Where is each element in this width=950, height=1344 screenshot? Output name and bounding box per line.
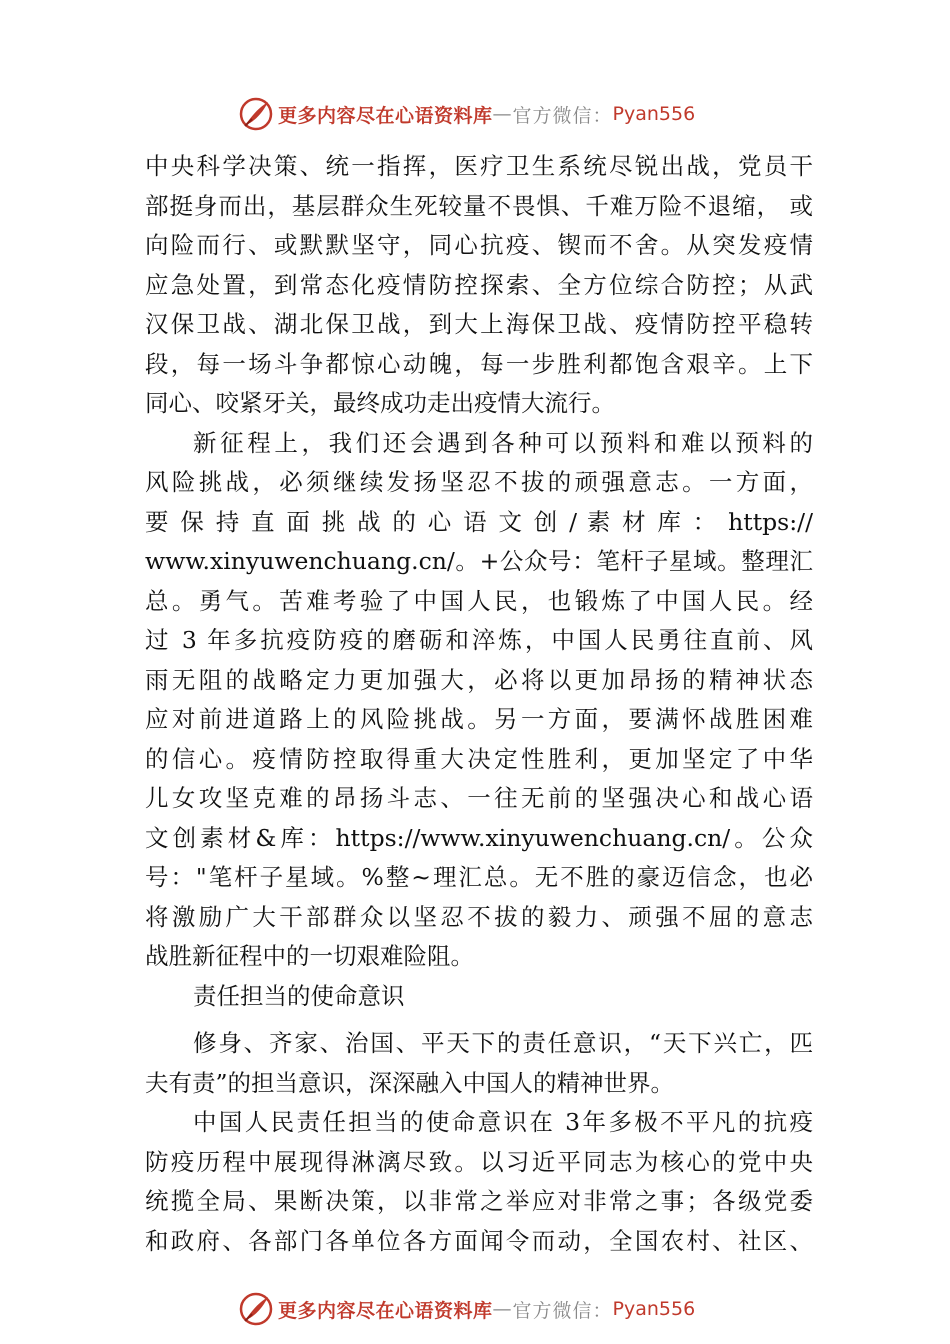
paragraph-start-line: 新征程上，我们还会遇到各种可以预料和难以预料的 [193, 428, 813, 457]
banner-brand-text: 更多内容尽在心语资料库 [278, 104, 493, 127]
banner-wechat-id: Pyan556 [612, 1298, 696, 1320]
text-line: 总。勇气。苦难考验了中国人民，也锻炼了中国人民。经 [145, 586, 813, 615]
text-line: 应急处置，到常态化疫情防控探索、全方位综合防控；从武 [145, 270, 813, 299]
text-line: 汉保卫战、湖北保卫战，到大上海保卫战、疫情防控平稳转 [145, 310, 813, 338]
quill-logo-icon [238, 96, 274, 132]
text-line: 要 保 持 直 面 挑 战 的 心 语 文 创 / 素 材 库 ： https:// [145, 507, 813, 536]
paragraph-start-line: 中国人民责任担当的使命意识在 3年多极不平凡的抗疫 [193, 1108, 813, 1136]
text-line: 夫有责”的担当意识，深深融入中国人的精神世界。 [145, 1068, 675, 1097]
text-line: 防疫历程中展现得淋漓尽致。以习近平同志为核心的党中央 [145, 1147, 813, 1176]
banner-brand-text: 更多内容尽在心语资料库 [278, 1299, 493, 1322]
text-line: 向险而行、或默默坚守，同心抗疫、锲而不舍。从突发疫情 [145, 231, 813, 259]
banner-dash: — [492, 103, 513, 125]
text-line: 和政府、各部门各单位各方面闻令而动，全国农村、社区、 [145, 1226, 813, 1255]
banner-wechat-label: 官方微信： [512, 1299, 613, 1322]
section-heading: 责任担当的使命意识 [193, 981, 405, 1010]
text-line: 应对前进道路上的风险挑战。另一方面，要满怀战胜困难 [145, 705, 813, 733]
text-line: 将激励广大干部群众以坚忍不拔的毅力、顽强不屈的意志 [145, 902, 813, 931]
text-line: 雨无阻的战略定力更加强大，必将以更加昂扬的精神状态 [145, 665, 813, 694]
text-line: 的信心。疫情防控取得重大决定性胜利，更加坚定了中华 [145, 744, 813, 773]
header-banner [238, 94, 758, 134]
paragraph-start-line: 修身、齐家、治国、平天下的责任意识，“天下兴亡，匹 [193, 1029, 813, 1057]
text-line: 中央科学决策、统一指挥，医疗卫生系统尽锐出战，党员干 [145, 152, 813, 180]
text-line: 段，每一场斗争都惊心动魄，每一步胜利都饱含艰辛。上下 [145, 349, 813, 378]
text-line: 过 3 年多抗疫防疫的磨砺和淬炼，中国人民勇往直前、风 [145, 626, 813, 654]
quill-logo-icon [238, 1291, 274, 1327]
text-line: 文创素材&库：https://www.xinyuwenchuang.cn/。公众 [145, 823, 813, 852]
text-line: 儿女攻坚克难的昂扬斗志、一往无前的坚强决心和战心语 [145, 784, 813, 812]
text-line: 战胜新征程中的一切艰难险阻。 [145, 942, 474, 970]
banner-wechat-id: Pyan556 [612, 103, 696, 125]
text-line: www.xinyuwenchuang.cn/。+公众号：笔杆子星域。整理汇 [145, 547, 813, 575]
text-line: 部挺身而出，基层群众生死较量不畏惧、千难万险不退缩， 或 [145, 191, 813, 220]
text-line: 同心、咬紧牙关，最终成功走出疫情大流行。 [145, 389, 615, 417]
document-body [145, 147, 813, 1261]
text-line: 风险挑战，必须继续发扬坚忍不拔的顽强意志。一方面， [145, 468, 813, 496]
text-line: 号："笔杆子星域。%整~理汇总。无不胜的豪迈信念，也必 [145, 863, 813, 891]
text-line: 统揽全局、果断决策，以非常之举应对非常之事；各级党委 [145, 1187, 813, 1215]
banner-dash: — [492, 1298, 513, 1320]
banner-wechat-label: 官方微信： [512, 104, 613, 127]
footer-banner [238, 1289, 758, 1329]
